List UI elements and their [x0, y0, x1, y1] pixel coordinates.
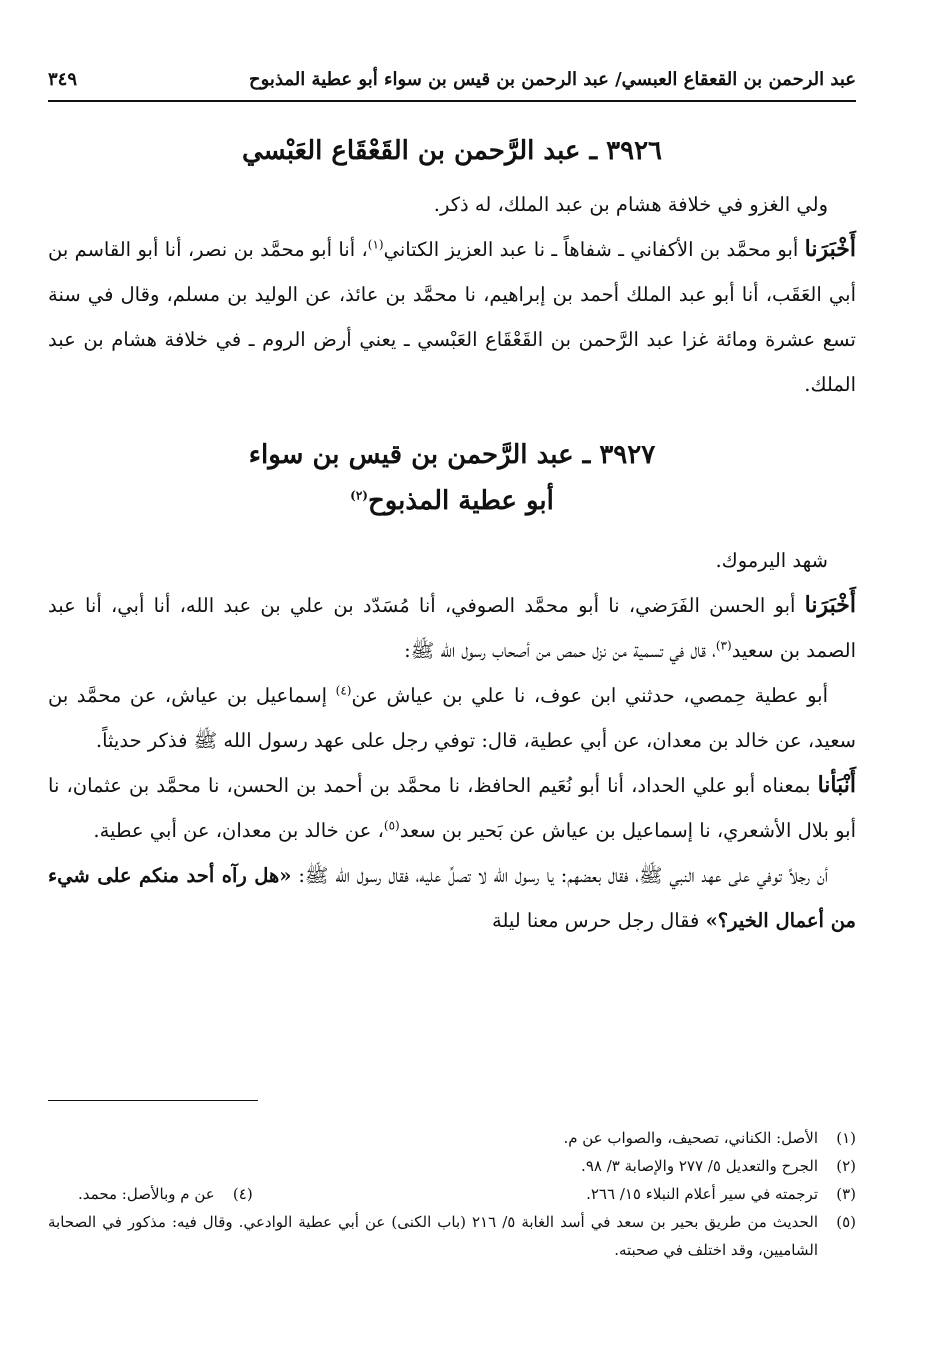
footnote-ref[interactable]: (٢) [350, 488, 368, 503]
keyword-anbaana: أَنْبَأنا [817, 772, 856, 798]
entry-3926 [48, 128, 856, 407]
footnote-5: (٥) الحديث من طريق بحير بن سعد في أسد الغابة ٥/ ٢١٦ (باب الكنى) عن أبي عطية الوادعي. وقال فيه: مذكور في الصحابة الشاميين، وقد اختلف في صحبته. [48, 1213, 856, 1259]
footnote-ref[interactable]: (١) [367, 237, 384, 252]
footnote-row-3-4 [48, 1180, 856, 1208]
footnotes [48, 1124, 856, 1264]
narration-paragraph: أبو عطية حِمصي، حدثني ابن عوف، نا علي بن عياش عن$^{(٤)}$ إسماعيل بن عياش، عن محمَّد بن سعيد، عن خالد بن معدان، عن أبي عطية، قال: توفي رجل على عهد رسول الله ﷺ فذكر حديثاً. [48, 683, 856, 752]
running-header [48, 60, 856, 98]
keyword-akhbarana: أَخْبَرَنا [804, 592, 856, 618]
footnote-4: (٤)عن م وبالأصل: محمد. [78, 1185, 253, 1203]
hadith-quote: «هل رآه أحد منكم على شيء من أعمال الخير؟» [48, 864, 856, 932]
footnote-rule [48, 1100, 258, 1101]
isnad-paragraph: أَخْبَرَنا أبو الحسن الفَرَضي، نا أبو محمَّد الصوفي، أنا مُسَدّد بن علي بن عبد الله، أنا أبي، أنا عبد الصمد بن سعيد$^{(٣)}$، قال في تسمية من نزل حمص من أصحاب رسول الله ﷺ: [48, 592, 856, 662]
book-page [48, 0, 856, 1356]
footnote-ref[interactable]: (٣) [715, 638, 732, 653]
footnote-ref[interactable]: (٤) [335, 683, 352, 698]
entry-title: ٣٩٢٧ ـ عبد الرَّحمن بن قيس بن سواء [248, 440, 656, 470]
running-title: عبد الرحمن بن القعقاع العبسي/ عبد الرحمن بن قيس بن سواء أبو عطية المذبوح [249, 68, 856, 90]
entry-intro: ولي الغزو في خلافة هشام بن عبد الملك، له ذكر. [433, 193, 828, 216]
keyword-akhbarana: أَخْبَرَنا [804, 236, 856, 262]
entry-3927 [48, 432, 856, 943]
footnote-2: (٢)الجرح والتعديل ٥/ ٢٧٧ والإصابة ٣/ ٩٨. [581, 1157, 856, 1175]
header-rule [48, 100, 856, 102]
footnote-ref[interactable]: (٥) [383, 818, 400, 833]
entry-title: ٣٩٢٦ ـ عبد الرَّحمن بن القَعْقَاع العَبْسي [241, 136, 663, 166]
footnote-1: (١)الأصل: الكناني، تصحيف، والصواب عن م. [563, 1129, 856, 1147]
hadith-paragraph: أن رجلاً توفي على عهد النبي ﷺ، فقال بعضهم: يا رسول الله لا تصلِّ عليه، فقال رسول الله ﷺ: «هل رآه أحد منكم على شيء من أعمال الخير؟» فقال رجل حرس معنا ليلة [48, 864, 856, 932]
isnad-paragraph: أَخْبَرَنا أبو محمَّد بن الأكفاني ـ شفاهاً ـ نا عبد العزيز الكتاني$^{(١)}$، أنا أبو محمَّد بن نصر، أنا أبو القاسم بن أبي العَقَب، أنا أبو عبد الملك أحمد بن إبراهيم، نا محمَّد بن عائذ، عن الوليد بن مسلم، وقال في سنة تسع عشرة ومائة غزا عبد الرَّحمن بن القَعْقَاع العَبْسي ـ يعني أرض الروم ـ في خلافة هشام بن عبد الملك. [48, 236, 856, 396]
entry-subtitle: أبو عطية المذبوح$^{(٢)}$ [350, 486, 554, 516]
entry-intro: شهد اليرموك. [715, 549, 828, 572]
footnote-3: (٣)ترجمته في سير أعلام النبلاء ١٥/ ٢٦٦. [586, 1185, 856, 1203]
page-number: ٣٤٩ [48, 68, 78, 90]
isnad-paragraph: أَنْبَأنا بمعناه أبو علي الحداد، أنا أبو نُعَيم الحافظ، نا محمَّد بن أحمد بن الحسن، نا محمَّد بن عثمان، نا أبو بلال الأشعري، نا إسماعيل بن عياش عن بَحير بن سعد$^{(٥)}$، عن خالد بن معدان، عن أبي عطية. [48, 772, 856, 842]
